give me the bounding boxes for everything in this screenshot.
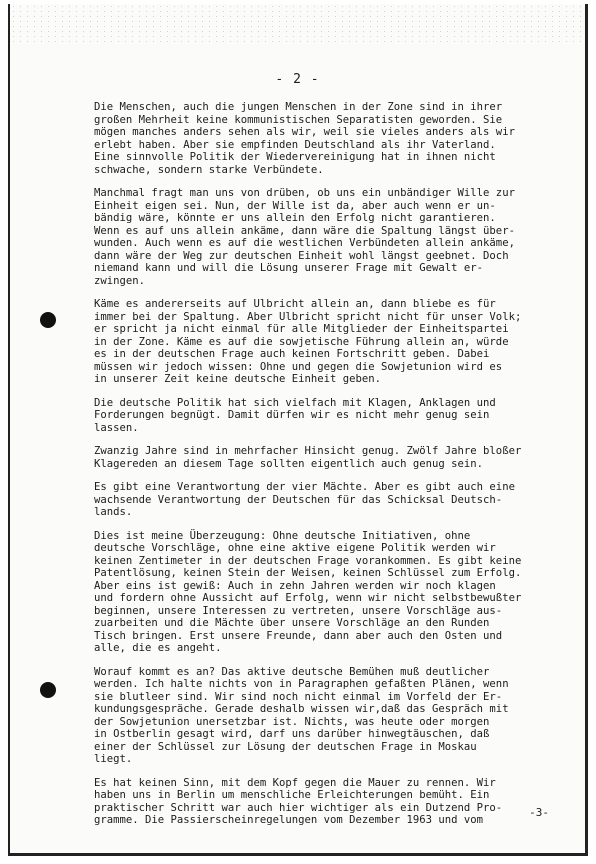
paragraph: Worauf kommt es an? Das aktive deutsche Bemühen muß deutlicher werden. Ich halte nichts von in Paragraphen gefaßten Plänen, wenn sie blutleer sind. Wir sind noch nicht einmal im Vorfeld der Er- kundungsgespräche. Gerade deshalb wissen wir,daß das Gespräch mit der Sowjetunion unersetzbar ist. Nichts, was heute oder morgen in Ostberlin gesagt wird, darf uns darüber hinwegtäuschen, daß einer der Schlüssel zur Lösung der deutschen Frage in Moskau liegt.: [94, 665, 509, 765]
page-number: - 2 -: [275, 72, 320, 87]
document-body: [94, 101, 580, 838]
paragraph: Die Menschen, auch die jungen Menschen in der Zone sind in ihrer großen Mehrheit keine kommunistischen Separatisten geworden. Sie mögen manches anders sehen als wir, weil sie vieles anders als wir erlebt haben. Aber sie empfinden Deutschland als ihr Vaterland. Eine sinnvolle Politik der Wiedervereinigung hat in ihnen nicht schwache, sondern starke Verbündete.: [94, 101, 515, 176]
punch-hole: [40, 682, 56, 698]
paragraph: Manchmal fragt man uns von drüben, ob uns ein unbändiger Wille zur Einheit eigen sei. Nun, der Wille ist da, aber auch wenn er un- bändig wäre, könnte er uns allein den Erfolg nicht garantieren. Wenn es auf uns allein ankäme, dann wäre die Spaltung längst über- wunden. Auch wenn es auf die westlichen Verbündeten allein ankäme, dann wäre der Weg zur deutschen Einheit wohl längst geebnet. Doch niemand kann und will die Lösung unserer Frage mit Gewalt er- zwingen.: [94, 187, 515, 287]
paragraph: Dies ist meine Überzeugung: Ohne deutsche Initiativen, ohne deutsche Vorschläge, ohne eine aktive eigene Politik werden wir keinen Zentimeter in der deutschen Frage vorankommen. Es gibt keine Patentlösung, keinen Stein der Weisen, keinen Schlüssel zum Erfolg. Aber eins ist gewiß: Auch in zehn Jahren werden wir noch klagen und fordern ohne Aussicht auf Erfolg, wenn wir nicht selbstbewußter beginnen, unsere Interessen zu vertreten, unsere Vorschläge aus- zuarbeiten und die Mächte über unsere Vorschläge an den Runden Tisch bringen. Erst unsere Freunde, dann aber auch den Osten und alle, die es angeht.: [94, 529, 522, 654]
paragraph: Käme es andererseits auf Ulbricht allein an, dann bliebe es für immer bei der Spaltung. Aber Ulbricht spricht nicht für unser Volk; er spricht ja nicht einmal für alle Mitglieder der Einheitspartei in der Zone. Käme es auf die sowjetische Führung allein an, würde es in der deutschen Frage auch keinen Fortschritt geben. Dabei müssen wir jedoch wissen: Ohne und gegen die Sowjetunion wird es in unserer Zeit keine deutsche Einheit geben.: [94, 298, 522, 385]
punch-hole: [40, 312, 56, 328]
scan-noise: [10, 4, 585, 44]
paragraph: Zwanzig Jahre sind in mehrfacher Hinsicht genug. Zwölf Jahre bloßer Klagereden an diesem Tage sollten eigentlich auch genug sein.: [94, 445, 522, 470]
typewritten-page: [8, 4, 588, 856]
paragraph: Es gibt eine Verantwortung der vier Mächte. Aber es gibt auch eine wachsende Verantwortung der Deutschen für das Schicksal Deutsch- lands.: [94, 481, 515, 518]
paragraph: Es hat keinen Sinn, mit dem Kopf gegen die Mauer zu rennen. Wir haben uns in Berlin um menschliche Erleichterungen bemüht. Ein praktischer Schritt war auch hier wichtiger als ein Dutzend Pro- gramme. Die Passierscheinregelungen vom Dezember 1963 und vom: [94, 776, 503, 826]
paragraph: Die deutsche Politik hat sich vielfach mit Klagen, Anklagen und Forderungen begnügt. Damit dürfen wir es nicht mehr genug sein lassen.: [94, 396, 496, 434]
continuation-marker: -3-: [529, 806, 549, 819]
